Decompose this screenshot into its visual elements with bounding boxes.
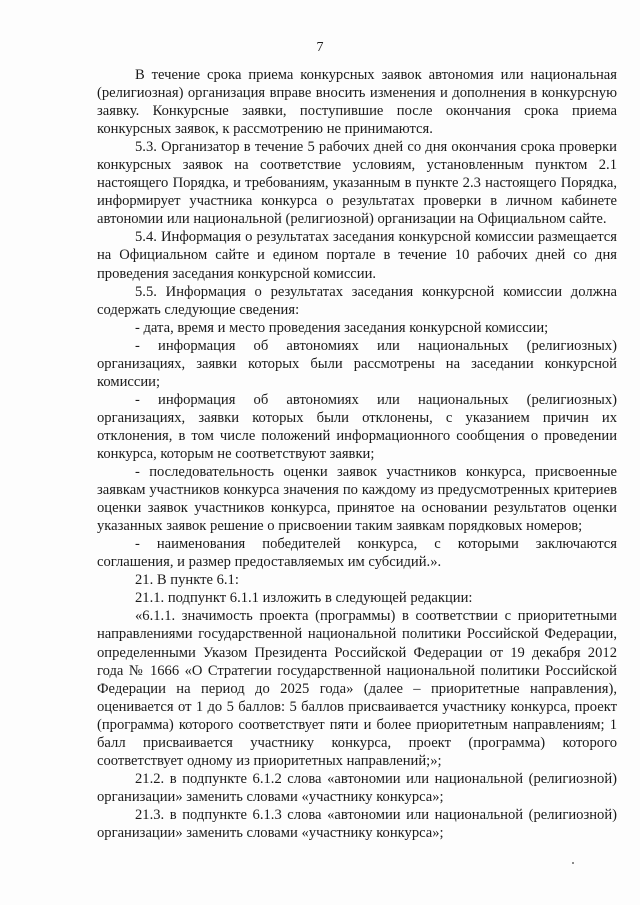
paragraph: 21. В пункте 6.1: <box>135 572 239 589</box>
list-item: - наименования победителей конкурса, с которыми заключаются соглашения, и размер предоставляемых им субсидий.». <box>97 536 617 571</box>
paragraph: 21.3. в подпункте 6.1.3 слова «автономии или национальной (религиозной) организации» заменить словами «участнику конкурса»; <box>97 806 617 841</box>
paragraph: 5.3. Организатор в течение 5 рабочих дней со дня окончания срока проверки конкурсных заявок на соответствие условиям, установленным пунктом 2.1 настоящего Порядка, и требованиям, указанным в пункте 2.3 настоящего Порядка, информирует участника конкурса о результатах проверки в личном кабинете автономии или национальной (религиозной) организации на Официальном сайте. <box>97 139 617 228</box>
page-number: 7 <box>316 40 324 55</box>
list-item: - информация об автономиях или национальных (религиозных) организациях, заявки которых были отклонены, с указанием причин их отклонения, в том числе положений информационного сообщения о проведении конкурса, которым не соответствуют заявки; <box>97 391 617 462</box>
paragraph: 21.2. в подпункте 6.1.2 слова «автономии или национальной (религиозной) организации» заменить словами «участнику конкурса»; <box>97 770 617 805</box>
body-text <box>97 66 617 842</box>
paragraph: 5.4. Информация о результатах заседания конкурсной комиссии размещается на Официальном сайте и едином портале в течение 10 рабочих дней со дня проведения заседания конкурсной комиссии. <box>97 229 617 282</box>
list-item: - дата, время и место проведения заседания конкурсной комиссии; <box>135 319 549 336</box>
paragraph: 5.5. Информация о результатах заседания конкурсной комиссии должна содержать следующие сведения: <box>97 283 617 318</box>
paragraph: «6.1.1. значимость проекта (программы) в соответствии с приоритетными направлениями государственной национальной политики Российской Федерации, определенными Указом Президента Российской Федерации от 19 декабря 2012 года № 1666 «О Стратегии государственной национальной политики Российской Федерации на период до 2025 года» (далее – приоритетные направления), оценивается от 1 до 5 баллов: 5 баллов присваивается участнику конкурса, проект (программа) которого соответствует пяти и более приоритетным направлениям; 1 балл присваивается участнику конкурса, проект (программа) которого соответствует одному из приоритетных направлений;»; <box>97 608 617 769</box>
paragraph: В течение срока приема конкурсных заявок автономия или национальная (религиозная) организация вправе вносить изменения и дополнения в конкурсную заявку. Конкурсные заявки, поступившие после окончания срока приема конкурсных заявок, к рассмотрению не принимаются. <box>97 67 617 138</box>
paragraph: 21.1. подпункт 6.1.1 изложить в следующей редакции: <box>135 590 473 607</box>
list-item: - информация об автономиях или национальных (религиозных) организациях, заявки которых были рассмотрены на заседании конкурсной комиссии; <box>97 337 617 390</box>
scan-speck <box>572 862 574 864</box>
list-item: - последовательность оценки заявок участников конкурса, присвоенные заявкам участников конкурса значения по каждому из предусмотренных критериев оценки заявок участников конкурса, принятое на основании результатов оценки указанных заявок решение о присвоении таким заявкам порядковых номеров; <box>97 464 617 535</box>
